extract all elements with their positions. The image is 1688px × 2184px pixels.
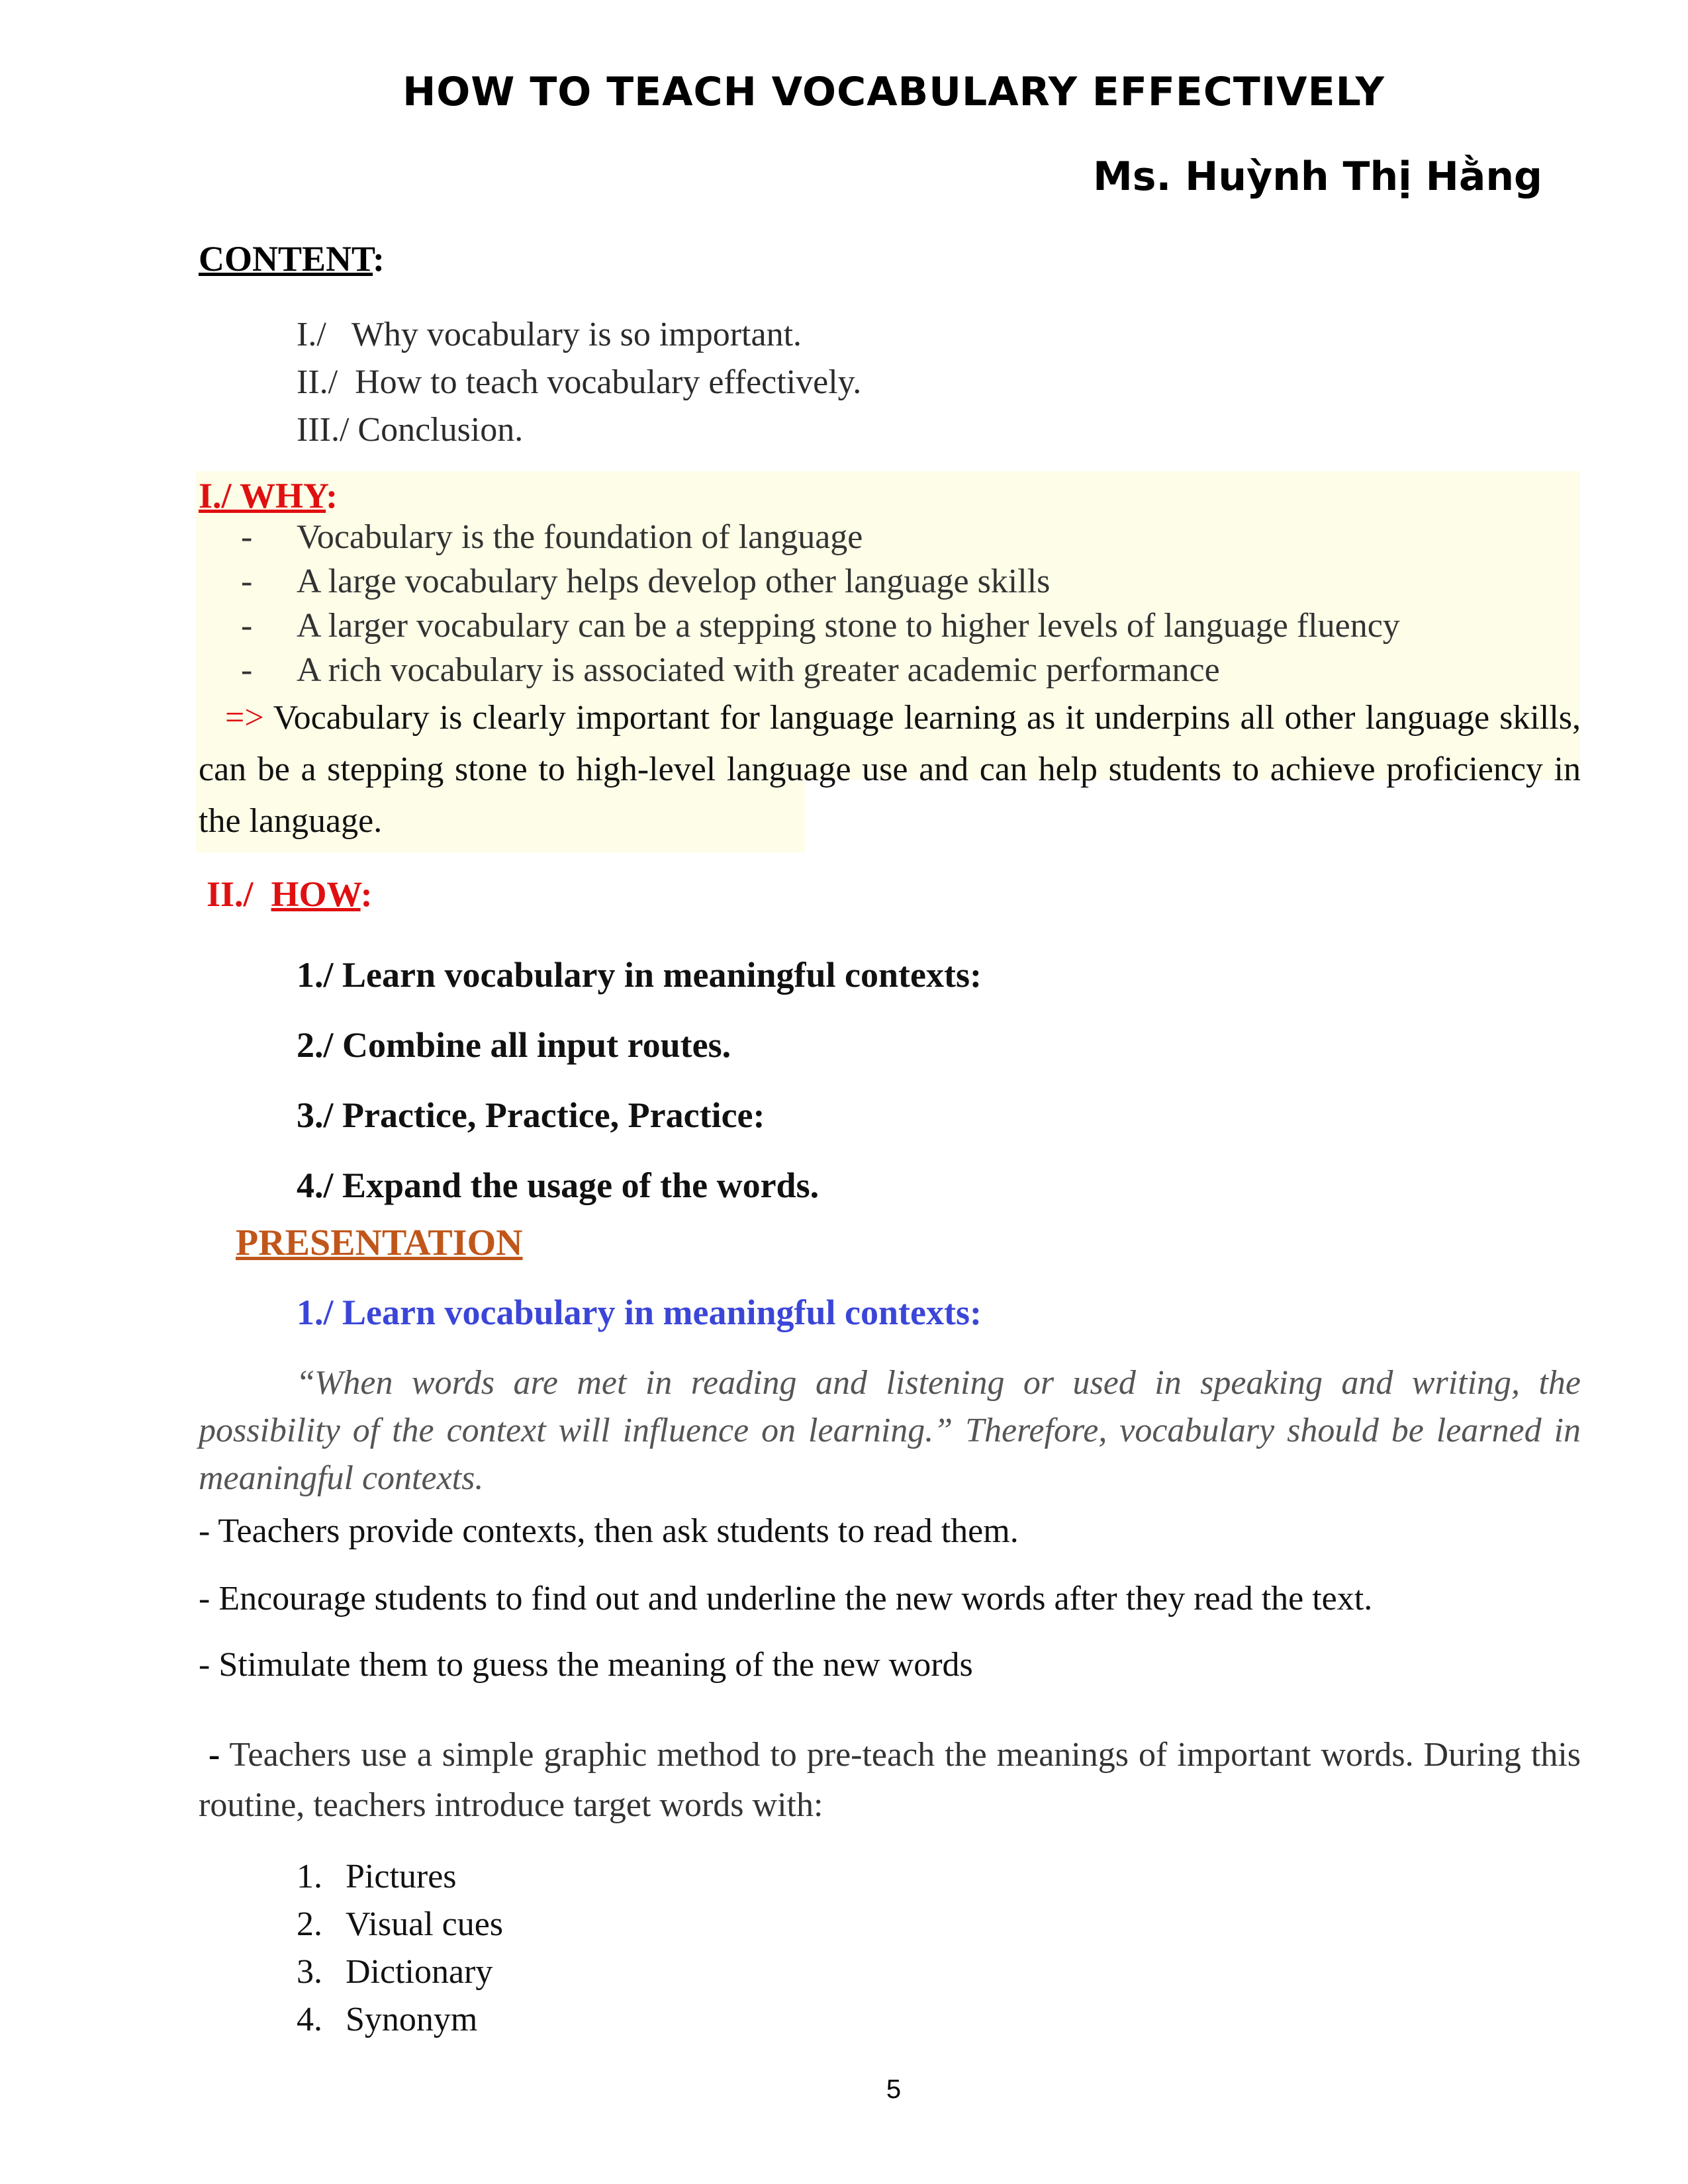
page-number: 5 xyxy=(886,2075,902,2104)
list-number: 2. xyxy=(297,1905,322,1943)
list-item-text: Visual cues xyxy=(346,1905,504,1943)
content-heading xyxy=(199,238,385,279)
how-heading-colon: : xyxy=(360,874,373,914)
why-list xyxy=(241,515,1400,692)
document-title: HOW TO TEACH VOCABULARY EFFECTIVELY xyxy=(402,69,1385,115)
how-heading xyxy=(207,874,373,915)
toc-item: I./ Why vocabulary is so important. xyxy=(297,316,802,353)
list-dash: - xyxy=(241,607,253,645)
how-item: 3./ Practice, Practice, Practice: xyxy=(297,1095,765,1135)
toc-item: III./ Conclusion. xyxy=(297,411,524,449)
content-heading-colon: : xyxy=(373,239,385,279)
bullet-item: - Teachers provide contexts, then ask students to read them. xyxy=(199,1512,1019,1550)
list-number: 1. xyxy=(297,1858,322,1895)
presentation-heading: PRESENTATION xyxy=(236,1222,523,1263)
list-item-text: Vocabulary is the foundation of language xyxy=(297,518,863,556)
list-item xyxy=(297,1996,503,2044)
why-heading xyxy=(199,475,338,516)
list-dash: - xyxy=(241,518,253,556)
why-heading-label: I./ WHY xyxy=(199,476,326,516)
bullet-item: - Stimulate them to guess the meaning of the new words xyxy=(199,1646,973,1684)
list-item xyxy=(241,604,1400,648)
how-item: 4./ Expand the usage of the words. xyxy=(297,1165,820,1205)
list-dash: - xyxy=(241,563,253,600)
list-dash: - xyxy=(241,651,253,689)
list-item xyxy=(241,559,1400,604)
bullet-item: - Encourage students to find out and underline the new words after they read the text. xyxy=(199,1580,1373,1617)
why-conclusion-text: Vocabulary is clearly important for language learning as it underpins all other language skills, can be a stepping stone to high-level language use and can help students to achieve proficiency in the language. xyxy=(199,699,1581,840)
bullet-dash: - xyxy=(209,1736,220,1774)
why-heading-colon: : xyxy=(326,476,338,516)
bullet-long-text: Teachers use a simple graphic method to pre-teach the meanings of important words. During this routine, teachers introduce target words with: xyxy=(199,1736,1581,1824)
how-list xyxy=(297,940,982,1220)
toc-item: II./ How to teach vocabulary effectively. xyxy=(297,363,862,401)
quote-paragraph xyxy=(199,1359,1581,1502)
presentation-sub-heading: 1./ Learn vocabulary in meaningful contexts: xyxy=(297,1293,982,1332)
list-item xyxy=(297,1948,503,1996)
author-name: Ms. Huỳnh Thị Hằng xyxy=(1093,154,1542,200)
list-item-text: Dictionary xyxy=(346,1953,493,1991)
list-item xyxy=(297,1901,503,1948)
list-item-text: Synonym xyxy=(346,2001,478,2038)
list-item-text: A larger vocabulary can be a stepping stone to higher levels of language fluency xyxy=(297,607,1400,645)
content-heading-label: CONTENT xyxy=(199,239,373,279)
open-quote: “ xyxy=(299,1364,315,1402)
list-item-text: A large vocabulary helps develop other language skills xyxy=(297,563,1051,600)
list-item-text: A rich vocabulary is associated with greater academic performance xyxy=(297,651,1220,689)
methods-list xyxy=(297,1853,503,2044)
how-heading-label: HOW xyxy=(271,874,361,914)
list-item xyxy=(241,648,1400,692)
how-heading-prefix: II./ xyxy=(207,874,263,914)
list-number: 3. xyxy=(297,1953,322,1991)
how-item: 1./ Learn vocabulary in meaningful contexts: xyxy=(297,955,982,995)
how-item: 2./ Combine all input routes. xyxy=(297,1025,731,1065)
list-number: 4. xyxy=(297,2001,322,2038)
list-item-text: Pictures xyxy=(346,1858,457,1895)
bullet-item-long xyxy=(199,1730,1581,1831)
why-conclusion xyxy=(199,692,1581,847)
table-of-contents xyxy=(297,311,861,454)
arrow-marker: => xyxy=(225,699,264,737)
quote-text: When words are met in reading and listening or used in speaking and writing, the possibility of the context will influence on learning.” Therefore, vocabulary should be learned in meaningful contexts. xyxy=(199,1364,1581,1497)
list-item xyxy=(297,1853,503,1901)
list-item xyxy=(241,515,1400,559)
